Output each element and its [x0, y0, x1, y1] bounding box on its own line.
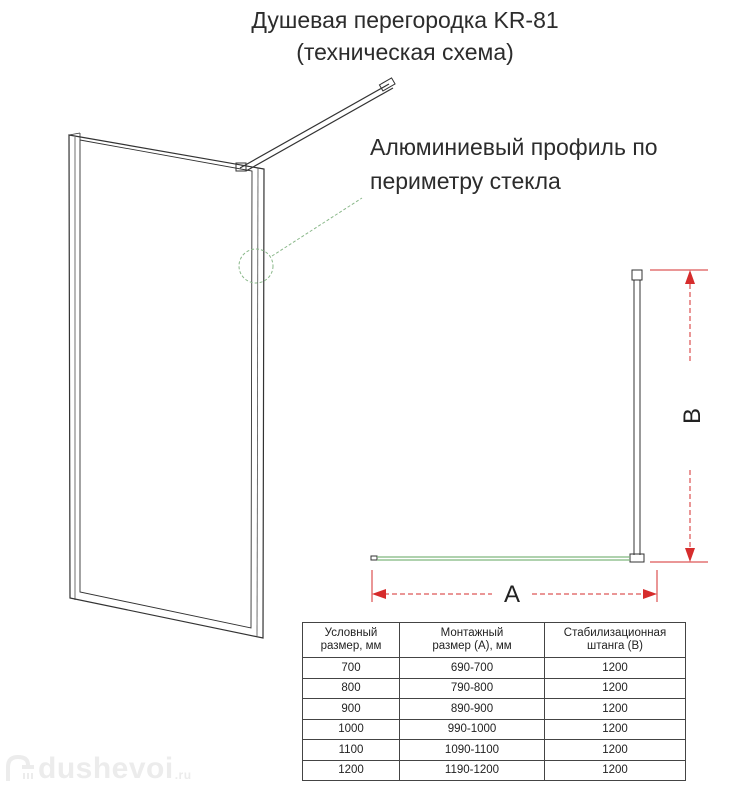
cell-nominal: 1100 [303, 740, 400, 761]
watermark-text: dushevoi [38, 752, 174, 785]
panel-inner-glass-edge [80, 140, 252, 628]
table-row [303, 658, 686, 679]
watermark [4, 752, 192, 786]
cell-bar: 1200 [545, 760, 686, 781]
cell-mounting: 1090-1100 [400, 740, 545, 761]
cell-bar: 1200 [545, 719, 686, 740]
cell-nominal: 1000 [303, 719, 400, 740]
header-nominal-size: Условный размер, мм [303, 623, 400, 658]
glass-panel-perspective [69, 133, 264, 638]
cell-bar: 1200 [545, 678, 686, 699]
cell-bar: 1200 [545, 658, 686, 679]
table-row [303, 678, 686, 699]
cell-mounting: 790-800 [400, 678, 545, 699]
table-row [303, 719, 686, 740]
cell-mounting: 1190-1200 [400, 760, 545, 781]
bar-bottom-mount [630, 554, 644, 562]
glass-wall-end [371, 556, 377, 560]
table-row [303, 699, 686, 720]
title-line-1: Душевая перегородка KR-81 [251, 7, 559, 33]
side-view-schematic [371, 270, 644, 562]
dimension-b-label: B [679, 407, 706, 425]
dimension-a-label: A [503, 581, 521, 608]
panel-outer-frame [69, 135, 264, 638]
size-table [302, 622, 686, 781]
cell-bar: 1200 [545, 699, 686, 720]
cell-nominal: 700 [303, 658, 400, 679]
cell-nominal: 800 [303, 678, 400, 699]
stabilizing-bar-perspective [236, 78, 395, 171]
watermark-suffix: .ru [174, 768, 192, 782]
callout-line-1: Алюминиевый профиль по [370, 134, 658, 160]
header-mounting-size: Монтажный размер (А), мм [400, 623, 545, 658]
header-stabilizing-bar: Стабилизационная штанга (В) [545, 623, 686, 658]
cell-nominal: 900 [303, 699, 400, 720]
table-row [303, 740, 686, 761]
table-row [303, 760, 686, 781]
size-table-header-row [303, 623, 686, 658]
cell-bar: 1200 [545, 740, 686, 761]
cell-mounting: 690-700 [400, 658, 545, 679]
callout-line-2: периметру стекла [370, 168, 561, 194]
title-line-2: (техническая схема) [296, 39, 514, 65]
bar-top-cap [632, 270, 642, 280]
cell-mounting: 890-900 [400, 699, 545, 720]
cell-nominal: 1200 [303, 760, 400, 781]
shower-logo-icon [4, 753, 38, 785]
cell-mounting: 990-1000 [400, 719, 545, 740]
